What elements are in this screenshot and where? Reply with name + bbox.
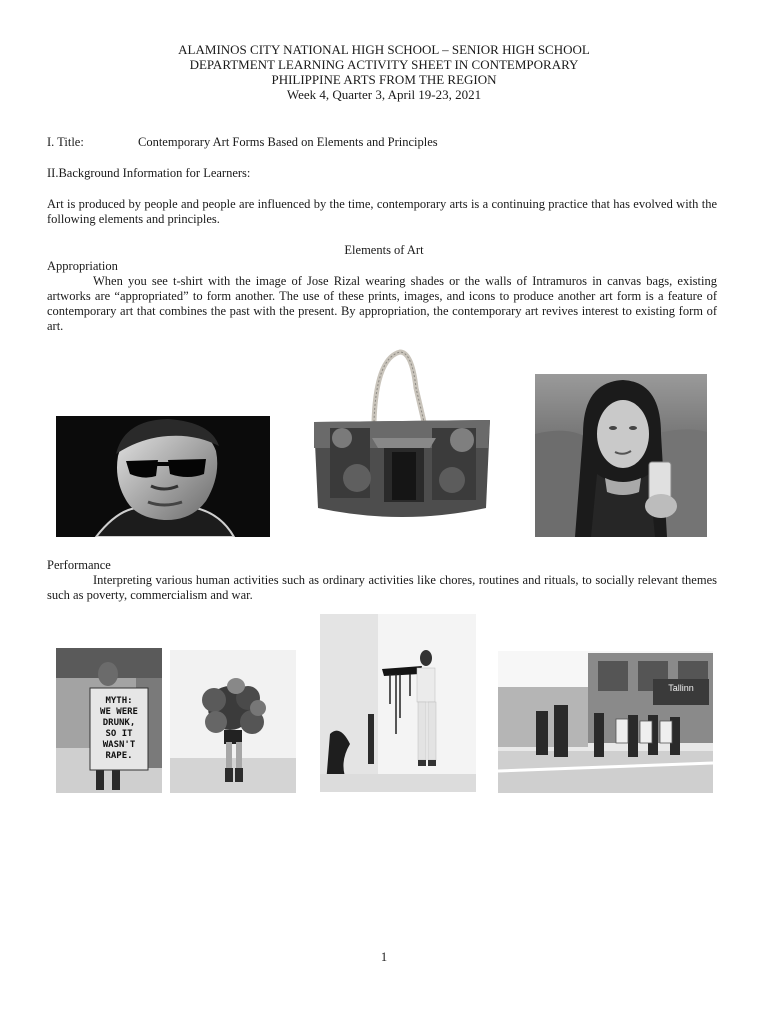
background-heading: II.Background Information for Learners:	[47, 166, 251, 180]
sign-line: WE WERE	[100, 707, 138, 717]
protest-sign	[90, 688, 148, 770]
sign-line: WASN'T	[102, 740, 136, 750]
week-line: Week 4, Quarter 3, April 19-23, 2021	[286, 87, 482, 102]
title-label: I. Title:	[47, 135, 84, 149]
document-header	[0, 42, 768, 102]
mona-lisa-selfie-image	[535, 374, 707, 537]
elements-heading: Elements of Art	[344, 243, 424, 257]
rizal-shades-image	[56, 416, 270, 537]
sign-line: RAPE.	[105, 751, 133, 761]
sign-line: SO IT	[105, 729, 133, 739]
title-text: Contemporary Art Forms Based on Elements and Principles	[138, 135, 438, 149]
subject-line: PHILIPPINE ARTS FROM THE REGION	[271, 72, 497, 87]
school-name: ALAMINOS CITY NATIONAL HIGH SCHOOL – SENIOR HIGH SCHOOL	[178, 42, 590, 57]
wall-paint-performance-image	[320, 614, 476, 792]
intro-paragraph: Art is produced by people and people are influenced by the time, contemporary arts is a continuing practice that has evolved with the following elements and principles.	[47, 197, 717, 226]
appropriation-body: When you see t-shirt with the image of Jose Rizal wearing shades or the walls of Intramuros in canvas bags, existing artworks are “appropriated” to form another. The use of these prints, images, and icons to produce another art form is a feature of contemporary art that combines the past with the present. By appropriation, the contemporary art revives interest to existing form of art.	[47, 274, 717, 333]
sign-line: MYTH:	[105, 696, 133, 706]
performance-paragraph	[47, 573, 717, 603]
performance-body: Interpreting various human activities such as ordinary activities like chores, routines and rituals, to socially relevant themes such as poverty, commercialism and war.	[47, 573, 717, 602]
performance-heading: Performance	[47, 558, 111, 572]
page-number: 1	[380, 950, 388, 964]
costume-performer-image	[170, 650, 296, 793]
appropriation-paragraph	[47, 274, 717, 334]
department-line: DEPARTMENT LEARNING ACTIVITY SHEET IN CONTEMPORARY	[189, 57, 579, 72]
storefront-sign: Tallinn	[668, 683, 694, 693]
protest-sign-image	[56, 648, 162, 793]
street-march-image	[498, 651, 713, 793]
appropriation-heading: Appropriation	[47, 259, 118, 273]
intramuros-tote-bag-image	[312, 348, 492, 524]
sign-line: DRUNK,	[102, 718, 136, 728]
